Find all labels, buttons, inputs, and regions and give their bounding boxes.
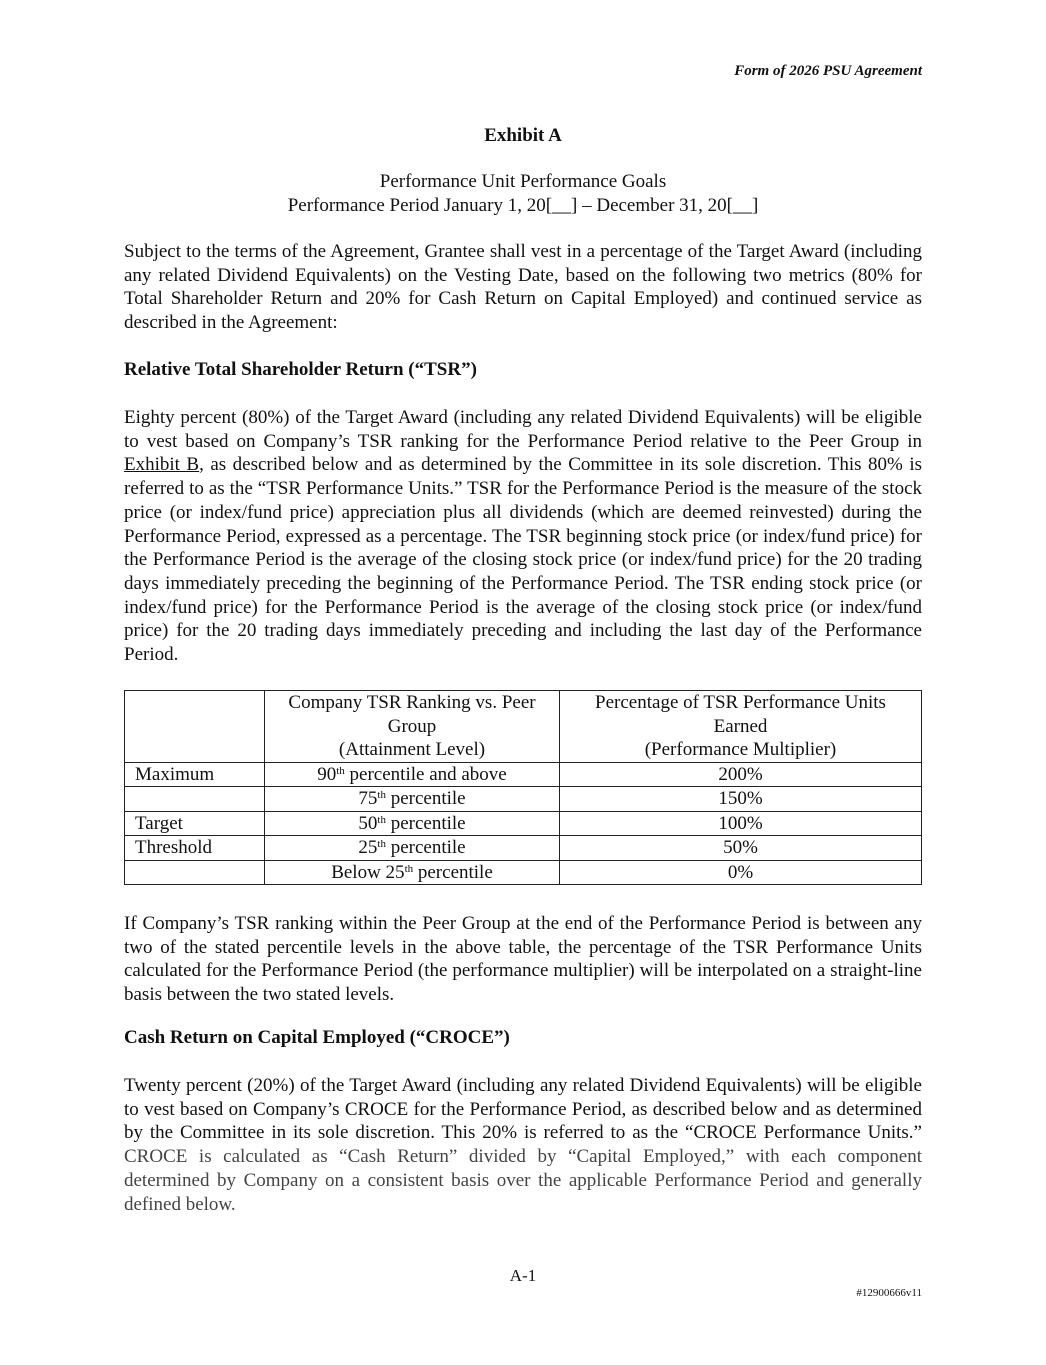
row-multiplier: 0% (560, 860, 922, 885)
tsr-paragraph-part1: Eighty percent (80%) of the Target Award (including any related Dividend Equivalents) will be eligible to vest based on Company’s TSR ranking for the Performance Period relative to the Peer Group in (124, 407, 922, 452)
croce-paragraph-part1: Twenty percent (20%) of the Target Award (including any related Dividend Equivalents) will be eligible to vest based on Company’s CROCE for the Performance Period, as described below and as determined by the Committee in its sole discretion. This 20% is referred to as the “CROCE Performance Units.” (124, 1075, 922, 1144)
form-label: Form of 2026 PSU Agreement (734, 63, 922, 79)
table-header-empty (125, 691, 265, 763)
row-level (125, 787, 265, 812)
row-multiplier: 50% (560, 836, 922, 861)
croce-paragraph (124, 1074, 922, 1216)
table-row (125, 860, 922, 885)
interpolation-paragraph: If Company’s TSR ranking within the Peer Group at the end of the Performance Period is between any two of the stated percentile levels in the above table, the percentage of the TSR Performance Units calculated for the Performance Period (the performance multiplier) will be interpolated on a straight-line basis between the two stated levels. (124, 913, 922, 1006)
row-multiplier: 150% (560, 787, 922, 812)
row-level: Threshold (125, 836, 265, 861)
header-percentage-line2: (Performance Multiplier) (644, 739, 837, 760)
performance-goals-heading (0, 170, 1046, 218)
exhibit-title: Exhibit A (484, 125, 562, 146)
tsr-paragraph (124, 406, 922, 667)
row-percentile: 50th percentile (265, 811, 560, 836)
tsr-heading: Relative Total Shareholder Return (“TSR”) (124, 359, 477, 380)
tsr-paragraph-part2: , as described below and as determined by the Committee in its sole discretion. This 80% is referred to as the “TSR Performance Units.” TSR for the Performance Period is the measure of the stock price (or index/fund price) appreciation plus all dividends (which are deemed reinvested) during the Performance Period, expressed as a percentage. The TSR beginning stock price (or index/fund price) for the Performance Period is the average of the closing stock price (or index/fund price) for the 20 trading days immediately preceding the beginning of the Performance Period. The TSR ending stock price (or index/fund price) for the Performance Period is the average of the closing stock price (or index/fund price) for the 20 trading days immediately preceding and including the last day of the Performance Period. (124, 454, 922, 666)
table-header-row (125, 691, 922, 763)
table-row (125, 762, 922, 787)
header-ranking-line2: (Attainment Level) (338, 739, 486, 760)
header-ranking-line1: Company TSR Ranking vs. Peer Group (288, 692, 536, 737)
croce-heading: Cash Return on Capital Employed (“CROCE”) (124, 1027, 510, 1048)
goals-line-2: Performance Period January 1, 20[__] – December 31, 20[__] (287, 195, 759, 216)
exhibit-b-link[interactable]: Exhibit B (124, 454, 200, 476)
table-row (125, 811, 922, 836)
row-level: Maximum (125, 762, 265, 787)
goals-line-1: Performance Unit Performance Goals (379, 171, 667, 192)
croce-paragraph-part2: CROCE is calculated as “Cash Return” divided by “Capital Employed,” with each component determined by Company on a consistent basis over the applicable Performance Period and generally defined below. (124, 1146, 922, 1215)
table-row (125, 836, 922, 861)
document-id: #12900666v11 (856, 1287, 922, 1299)
row-level: Target (125, 811, 265, 836)
table-header-ranking (265, 691, 560, 763)
row-multiplier: 100% (560, 811, 922, 836)
page-number: A-1 (509, 1266, 537, 1285)
tsr-table (124, 690, 922, 885)
row-percentile: 75th percentile (265, 787, 560, 812)
header-percentage-line1: Percentage of TSR Performance Units Earned (595, 692, 886, 737)
row-percentile: 90th percentile and above (265, 762, 560, 787)
row-percentile: 25th percentile (265, 836, 560, 861)
table-row (125, 787, 922, 812)
table-header-percentage (560, 691, 922, 763)
row-level (125, 860, 265, 885)
row-percentile: Below 25th percentile (265, 860, 560, 885)
row-multiplier: 200% (560, 762, 922, 787)
intro-paragraph: Subject to the terms of the Agreement, Grantee shall vest in a percentage of the Target Award (including any related Dividend Equivalents) on the Vesting Date, based on the following two metrics (80% for Total Shareholder Return and 20% for Cash Return on Capital Employed) and continued service as described in the Agreement: (124, 241, 922, 334)
